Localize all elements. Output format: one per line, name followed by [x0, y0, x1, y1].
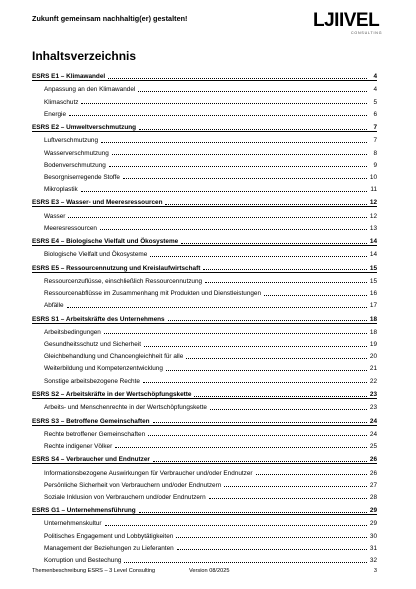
toc-dot-leader [143, 381, 367, 383]
toc-entry-page: 18 [369, 315, 377, 323]
toc-subsection-entry[interactable] [32, 552, 377, 564]
toc-entry-page: 20 [369, 353, 377, 361]
toc-subsection-entry[interactable] [32, 157, 377, 169]
toc-entry-page: 11 [370, 186, 377, 194]
toc-section-entry[interactable] [32, 194, 377, 207]
toc-entry-label: ESRS E1 – Klimawandel [32, 73, 106, 81]
toc-entry-label: Persönliche Sicherheit von Verbrauchern und/oder Endnutzern [44, 481, 222, 489]
toc-entry-label: ESRS E3 – Wasser- und Meeresressourcen [32, 199, 163, 207]
toc-section-entry[interactable] [32, 451, 377, 464]
toc-dot-leader [138, 90, 367, 92]
toc-section-entry[interactable] [32, 502, 377, 515]
toc-entry-page: 24 [369, 430, 377, 438]
toc-entry-page: 7 [373, 137, 377, 145]
toc-entry-page: 18 [369, 328, 377, 336]
toc-dot-leader [105, 524, 367, 526]
toc-dot-leader [264, 294, 367, 296]
toc-dot-leader [69, 114, 367, 116]
toc-section-entry[interactable] [32, 311, 377, 324]
toc-entry-label: Management der Beziehungen zu Lieferanten [44, 544, 174, 552]
toc-entry-page: 12 [369, 212, 377, 220]
toc-entry-label: Klimaschutz [44, 98, 79, 106]
toc-subsection-entry[interactable] [32, 527, 377, 539]
toc-entry-label: Korruption und Bestechung [44, 557, 122, 564]
toc-entry-page: 27 [369, 481, 377, 489]
toc-dot-leader [210, 408, 367, 410]
toc-section-entry[interactable] [32, 233, 377, 246]
toc-entry-label: Informationsbezogene Auswirkungen für Verbraucher und/oder Endnutzer [44, 469, 253, 477]
toc-subsection-entry[interactable] [32, 399, 377, 411]
toc-dot-leader [165, 203, 367, 205]
toc-entry-page: 23 [369, 391, 377, 398]
toc-subsection-entry[interactable] [32, 81, 377, 93]
toc-entry-label: Anpassung an den Klimawandel [44, 86, 136, 94]
toc-dot-leader [176, 536, 367, 538]
toc-entry-page: 15 [369, 264, 377, 272]
toc-dot-leader [148, 434, 367, 436]
toc-subsection-entry[interactable] [32, 144, 377, 156]
toc-dot-leader [101, 141, 367, 143]
toc-entry-label: Meeresressourcen [44, 224, 97, 232]
toc-dot-leader [100, 228, 367, 230]
toc-subsection-entry[interactable] [32, 348, 377, 360]
toc-entry-page: 6 [373, 110, 377, 118]
toc-entry-label: Abfälle [44, 302, 64, 310]
logo-wordmark: LJIIVEL [313, 10, 380, 31]
toc-subsection-entry[interactable] [32, 464, 377, 476]
toc-dot-leader [186, 357, 367, 359]
toc-entry-page: 10 [369, 173, 377, 181]
toc-dot-leader [181, 242, 367, 244]
toc-entry-label: ESRS S3 – Betroffene Gemeinschaften [32, 417, 150, 425]
toc-entry-page: 21 [369, 365, 377, 373]
toc-entry-page: 23 [369, 404, 377, 412]
header-tagline: Zukunft gemeinsam nachhaltig(er) gestalten! [32, 14, 188, 23]
toc-dot-leader [256, 473, 367, 475]
toc-entry-page: 17 [369, 302, 377, 310]
toc-entry-page: 30 [369, 532, 377, 540]
toc-entry-label: ESRS G1 – Unternehmensführung [32, 507, 136, 515]
logo-subtext: CONSULTING [351, 31, 383, 35]
toc-entry-page: 26 [369, 456, 377, 464]
toc-entry-page: 24 [369, 417, 377, 425]
toc-dot-leader [224, 485, 367, 487]
toc-entry-label: Politisches Engagement und Lobbytätigkeiten [44, 532, 174, 540]
toc-entry-page: 13 [369, 224, 377, 232]
toc-subsection-entry[interactable] [32, 207, 377, 219]
toc-entry-label: Ressourcenzuflüsse, einschließlich Ressourcennutzung [44, 277, 203, 285]
toc-dot-leader [124, 561, 367, 563]
toc-entry-page: 15 [369, 277, 377, 285]
toc-subsection-entry[interactable] [32, 297, 377, 309]
toc-dot-leader [153, 421, 367, 423]
toc-section-entry[interactable] [32, 260, 377, 273]
toc-subsection-entry[interactable] [32, 132, 377, 144]
toc-entry-page: 4 [373, 73, 377, 81]
toc-dot-leader [139, 128, 367, 130]
toc-dot-leader [109, 165, 367, 167]
toc-entry-page: 12 [369, 199, 377, 207]
toc-entry-label: Soziale Inklusion von Verbrauchern und/oder Endnutzern [44, 493, 206, 501]
toc-subsection-entry[interactable] [32, 477, 377, 489]
toc-dot-leader [115, 446, 367, 448]
toc-subsection-entry[interactable] [32, 438, 377, 450]
toc-dot-leader [166, 369, 367, 371]
toc-section-entry[interactable] [32, 386, 377, 399]
toc-entry-page: 9 [373, 161, 377, 169]
company-logo [313, 10, 385, 38]
toc-dot-leader [150, 255, 367, 257]
toc-dot-leader [112, 153, 367, 155]
toc-dot-leader [68, 216, 367, 218]
toc-entry-label: Luftverschmutzung [44, 137, 98, 145]
toc-entry-page: 19 [369, 341, 377, 349]
toc-subsection-entry[interactable] [32, 246, 377, 258]
toc-section-entry[interactable] [32, 119, 377, 132]
toc-subsection-entry[interactable] [32, 324, 377, 336]
toc-entry-page: 8 [373, 149, 377, 157]
toc-subsection-entry[interactable] [32, 426, 377, 438]
toc-entry-page: 16 [369, 290, 377, 298]
footer-document-name: Themenbeschreibung ESRS – 3 Level Consulting [32, 568, 156, 574]
toc-entry-label: Wasserverschmutzung [44, 149, 109, 157]
toc-subsection-entry[interactable] [32, 285, 377, 297]
toc-entry-label: Bodenverschmutzung [44, 161, 106, 169]
toc-entry-page: 29 [369, 507, 377, 515]
toc-entry-page: 5 [373, 98, 377, 106]
toc-subsection-entry[interactable] [32, 273, 377, 285]
toc-entry-label: Ressourcenabflüsse im Zusammenhang mit Produkten und Dienstleistungen [44, 290, 262, 298]
toc-dot-leader [81, 102, 367, 104]
toc-entry-label: Arbeitsbedingungen [44, 328, 101, 336]
toc-dot-leader [144, 345, 367, 347]
footer-page-number: 3 [373, 568, 377, 574]
toc-entry-page: 31 [369, 544, 377, 552]
toc-dot-leader [177, 548, 367, 550]
toc-entry-page: 22 [369, 377, 377, 385]
toc-entry-label: Gesundheitsschutz und Sicherheit [44, 341, 141, 349]
toc-entry-label: ESRS S1 – Arbeitskräfte des Unternehmens [32, 315, 165, 323]
toc-entry-label: ESRS E5 – Ressourcennutzung und Kreislaufwirtschaft [32, 264, 201, 272]
toc-subsection-entry[interactable] [32, 220, 377, 232]
toc-entry-label: Biologische Vielfalt und Ökosysteme [44, 251, 148, 259]
toc-subsection-entry[interactable] [32, 106, 377, 118]
toc-subsection-entry[interactable] [32, 336, 377, 348]
toc-entry-label: Energie [44, 110, 67, 118]
toc-entry-label: Rechte betroffener Gemeinschaften [44, 430, 146, 438]
toc-subsection-entry[interactable] [32, 93, 377, 105]
toc-dot-leader [153, 460, 367, 462]
page-title: Inhaltsverzeichnis [32, 49, 137, 63]
toc-entry-label: ESRS E4 – Biologische Vielfalt und Ökosysteme [32, 238, 179, 246]
toc-entry-label: Wasser [44, 212, 66, 220]
toc-entry-page: 26 [369, 469, 377, 477]
toc-entry-label: Weiterbildung und Kompetenzentwicklung [44, 365, 163, 373]
toc-entry-label: Rechte indigener Völker [44, 442, 113, 450]
toc-entry-page: 7 [373, 124, 377, 132]
footer-version: Version 08/2025 [189, 568, 230, 574]
toc-dot-leader [108, 77, 367, 79]
toc-subsection-entry[interactable] [32, 360, 377, 372]
toc-entry-page: 32 [369, 557, 377, 564]
toc-dot-leader [168, 319, 367, 321]
toc-entry-page: 25 [369, 442, 377, 450]
toc-entry-label: Sonstige arbeitsbezogene Rechte [44, 377, 140, 385]
toc-subsection-entry[interactable] [32, 372, 377, 384]
toc-dot-leader [81, 190, 367, 192]
toc-dot-leader [67, 306, 367, 308]
toc-subsection-entry[interactable] [32, 540, 377, 552]
toc-dot-leader [104, 332, 367, 334]
toc-dot-leader [209, 497, 367, 499]
toc-subsection-entry[interactable] [32, 489, 377, 501]
toc-entry-label: ESRS S2 – Arbeitskräfte in der Wertschöpfungskette [32, 391, 192, 398]
toc-entry-label: Mikroplastik [44, 186, 78, 194]
toc-entry-label: Besorgniserregende Stoffe [44, 173, 120, 181]
toc-entry-page: 29 [369, 520, 377, 528]
toc-section-entry[interactable] [32, 68, 377, 81]
toc-entry-label: Gleichbehandlung und Chancengleichheit für alle [44, 353, 184, 361]
toc-entry-page: 14 [369, 238, 377, 246]
toc-dot-leader [205, 281, 367, 283]
toc-entry-label: ESRS S4 – Verbraucher und Endnutzer [32, 456, 150, 464]
toc-subsection-entry[interactable] [32, 181, 377, 193]
toc-entry-label: Unternehmenskultur [44, 520, 102, 528]
page-footer [32, 568, 377, 576]
toc-dot-leader [194, 395, 367, 397]
toc-entry-page: 14 [369, 251, 377, 259]
toc-subsection-entry[interactable] [32, 515, 377, 527]
toc-entry-page: 28 [369, 493, 377, 501]
toc-dot-leader [203, 268, 367, 270]
toc-entry-label: ESRS E2 – Umweltverschmutzung [32, 124, 137, 132]
toc-section-entry[interactable] [32, 412, 377, 425]
toc-entry-label: Arbeits- und Menschenrechte in der Wertschöpfungskette [44, 404, 207, 412]
toc-subsection-entry[interactable] [32, 169, 377, 181]
toc-entry-page: 4 [373, 86, 377, 94]
table-of-contents [32, 68, 377, 564]
toc-dot-leader [123, 177, 367, 179]
toc-dot-leader [139, 511, 367, 513]
